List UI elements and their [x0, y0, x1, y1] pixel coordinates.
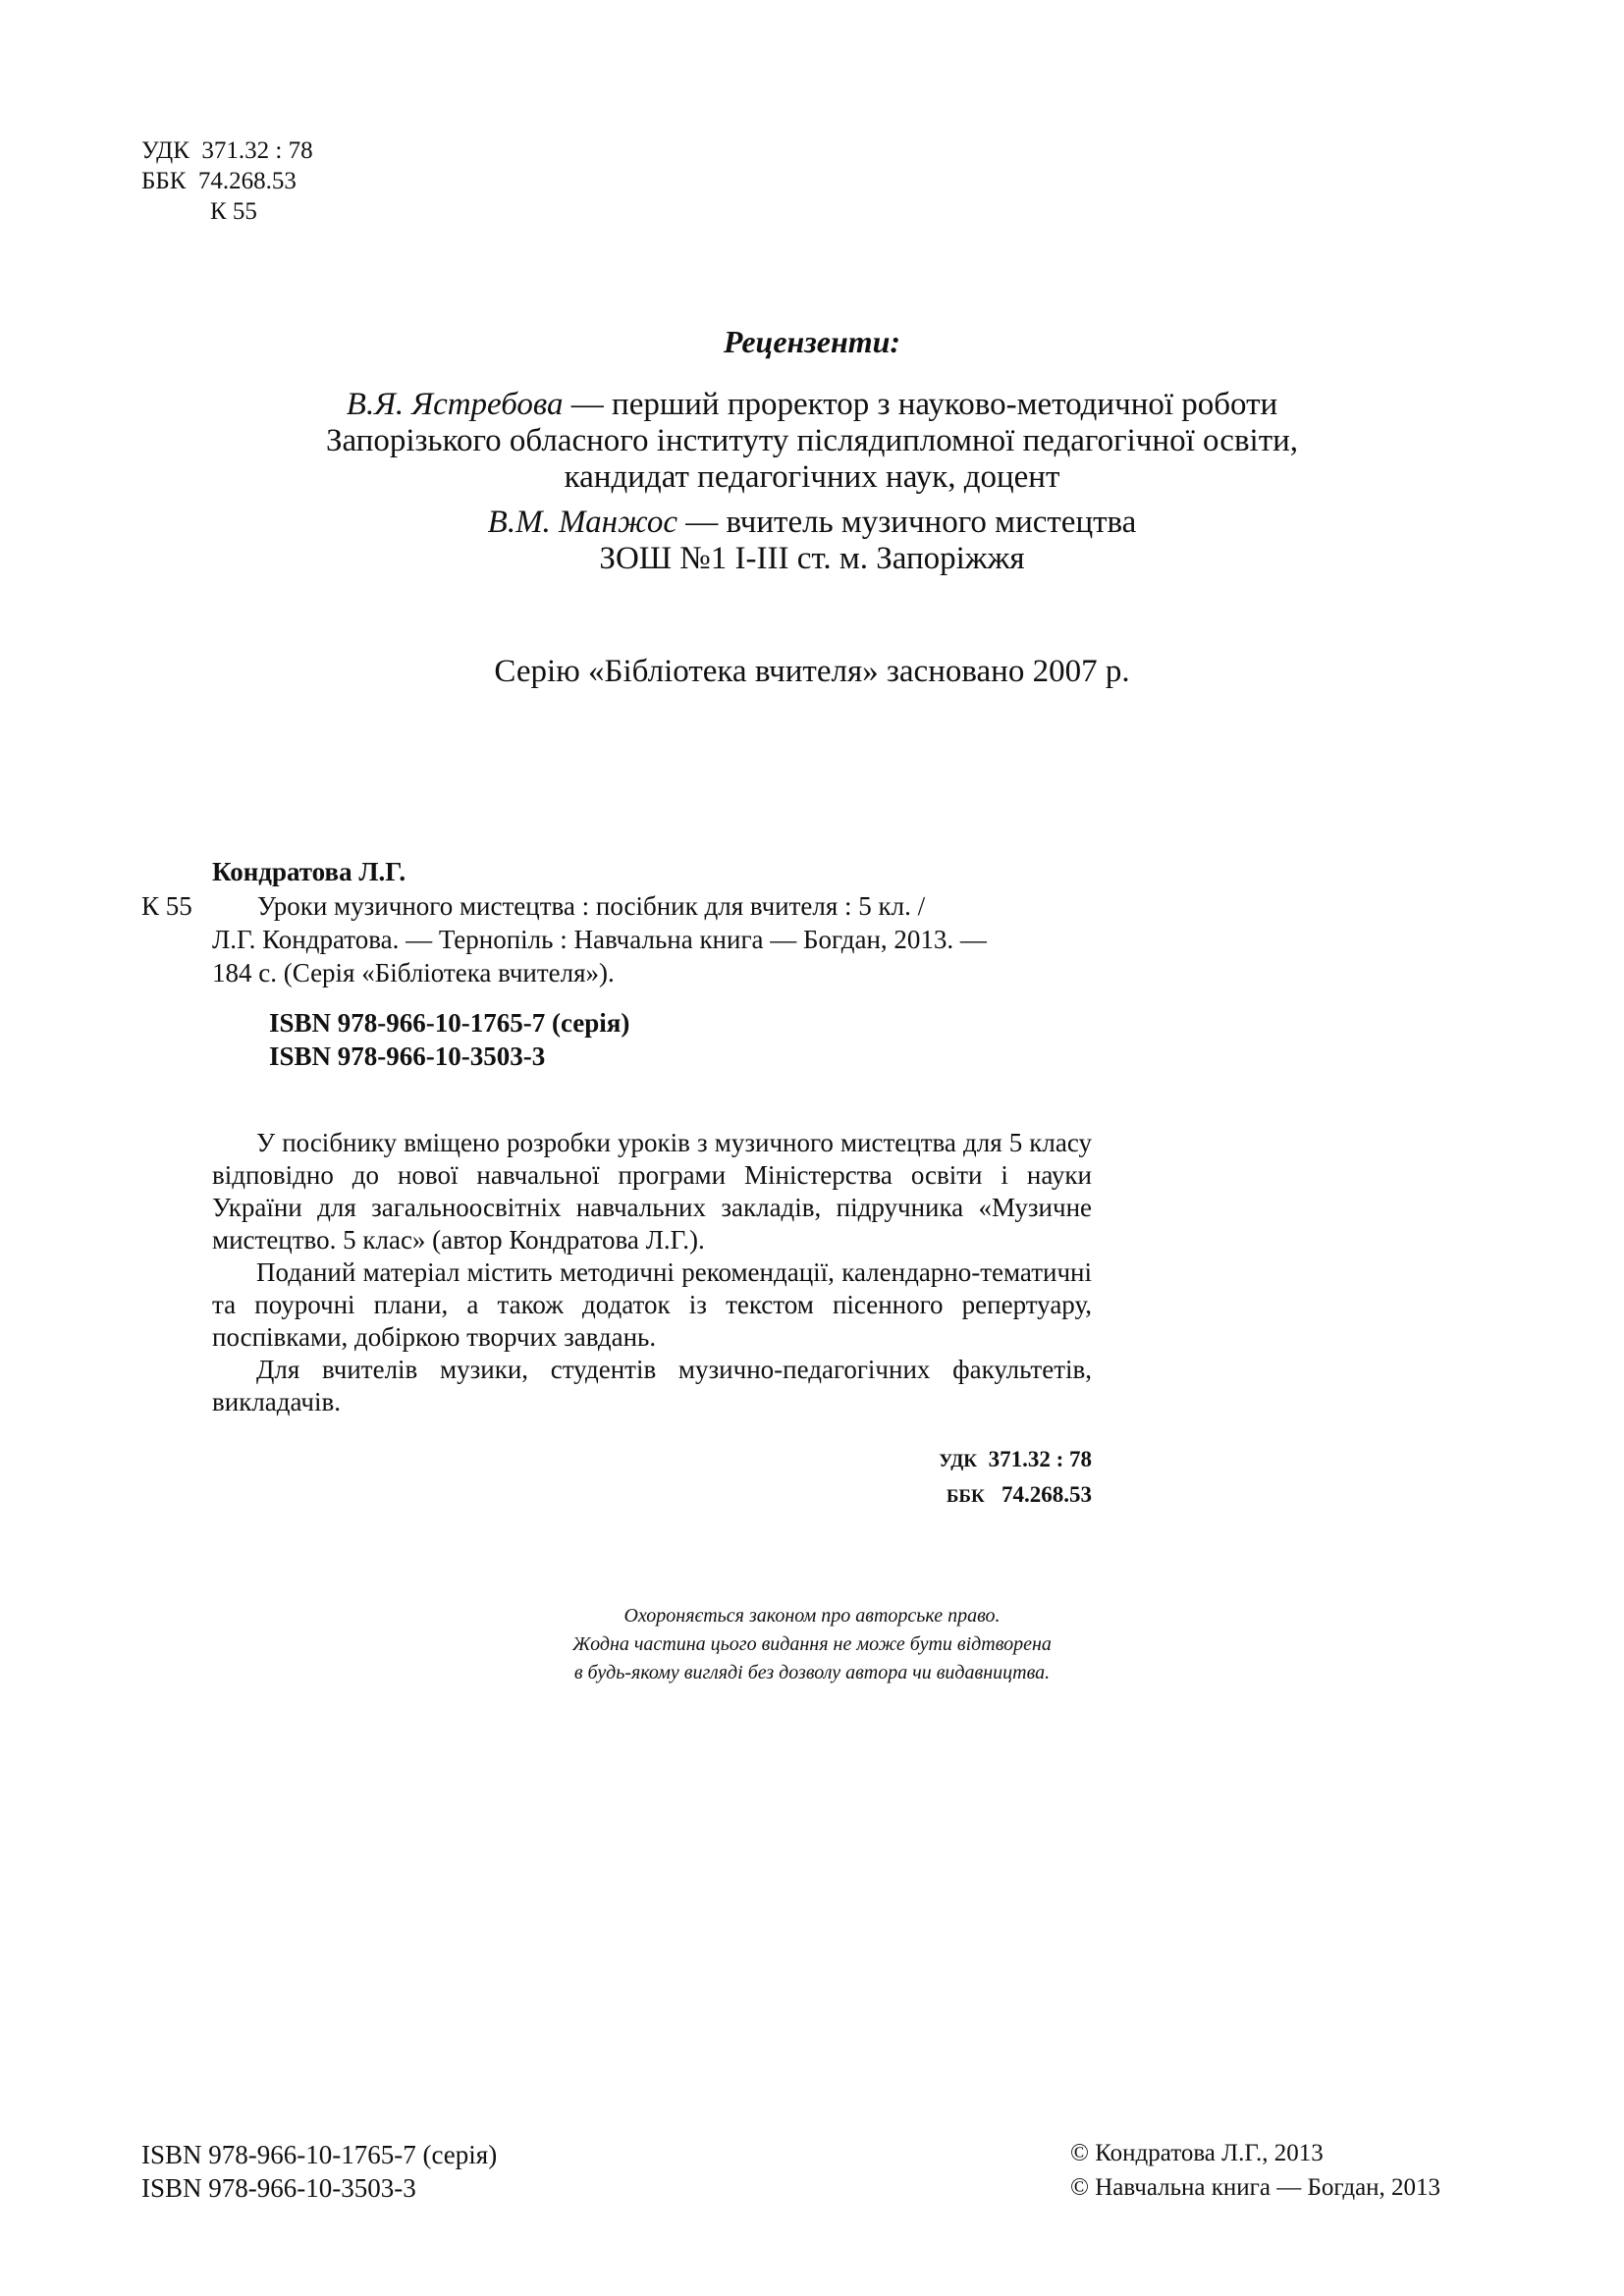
abstract-paragraph-1: У посібнику вміщено розробки уроків з музичного мистецтва для 5 класу відповідно до нової навчальної програми Міністерства освіти і науки України для загальноосвітніх навчальних закладів, підручника «Музичне мистецтво. 5 клас» (автор Кондратова Л.Г.).	[212, 1128, 1092, 1255]
footer-isbn	[141, 2138, 497, 2205]
classification-codes	[141, 135, 313, 227]
footer-copyright	[1070, 2136, 1440, 2205]
reviewer-2-name: В.М. Манжос	[487, 505, 677, 540]
series-note: Серію «Бібліотека вчителя» засновано 2007 р.	[494, 654, 1130, 689]
bbk-code: ББК 74.268.53	[141, 168, 297, 194]
bib-mark: К 55	[141, 891, 192, 921]
footer-isbn-series: ISBN 978-966-10-1765-7 (серія)	[141, 2140, 498, 2169]
reviewer-1-name: В.Я. Ястребова	[346, 387, 564, 422]
reviewers-title: Рецензенти:	[723, 324, 901, 359]
abstract	[212, 1127, 1092, 1418]
bib-line-2: Л.Г. Кондратова. — Тернопіль : Навчальна книга — Богдан, 2013. —	[212, 925, 987, 954]
abstract-bbk: ББК 74.268.53	[946, 1482, 1092, 1507]
abstract-codes	[687, 1443, 1092, 1514]
reviewers-section	[0, 322, 1624, 577]
abstract-udk: УДК 371.32 : 78	[939, 1447, 1092, 1471]
author-mark: К 55	[210, 198, 257, 225]
abstract-paragraph-2: Поданий матеріал містить методичні рекомендації, календарно-тематичні та поурочні плани, а також додаток із текстом пісенного репертуару, поспівками, добіркою творчих завдань.	[212, 1257, 1092, 1352]
footer-copyright-publisher: © Навчальна книга — Богдан, 2013	[1070, 2174, 1441, 2201]
footer-copyright-author: © Кондратова Л.Г., 2013	[1070, 2140, 1324, 2166]
bib-author: Кондратова Л.Г.	[212, 857, 406, 886]
reviewer-2: В.М. Манжос — вчитель музичного мистецтва ЗОШ №1 I-III ст. м. Запоріжжя	[487, 505, 1137, 576]
bib-line-3: 184 с. (Серія «Бібліотека вчителя»).	[212, 958, 615, 988]
bib-isbn-series: ISBN 978-966-10-1765-7 (серія)	[269, 1008, 630, 1038]
udk-code: УДК 371.32 : 78	[141, 137, 313, 164]
copyright-notice: Охороняється законом про авторське право. Жодна частина цього видання не може бути відтворена в будь-якому вигляді без дозволу автора чи видавництва.	[572, 1605, 1052, 1683]
abstract-paragraph-3: Для вчителів музики, студентів музично-педагогічних факультетів, викладачів.	[212, 1355, 1092, 1416]
footer-isbn-book: ISBN 978-966-10-3503-3	[141, 2173, 416, 2203]
bib-line-1: Уроки музичного мистецтва : посібник для вчителя : 5 кл. /	[257, 891, 926, 921]
bib-isbn: ISBN 978-966-10-3503-3	[269, 1041, 546, 1071]
reviewer-1: В.Я. Ястребова — перший проректор з науково-методичної роботи Запорізького обласного інституту післядипломної педагогічної освіти, кандидат педагогічних наук, доцент	[325, 387, 1299, 495]
